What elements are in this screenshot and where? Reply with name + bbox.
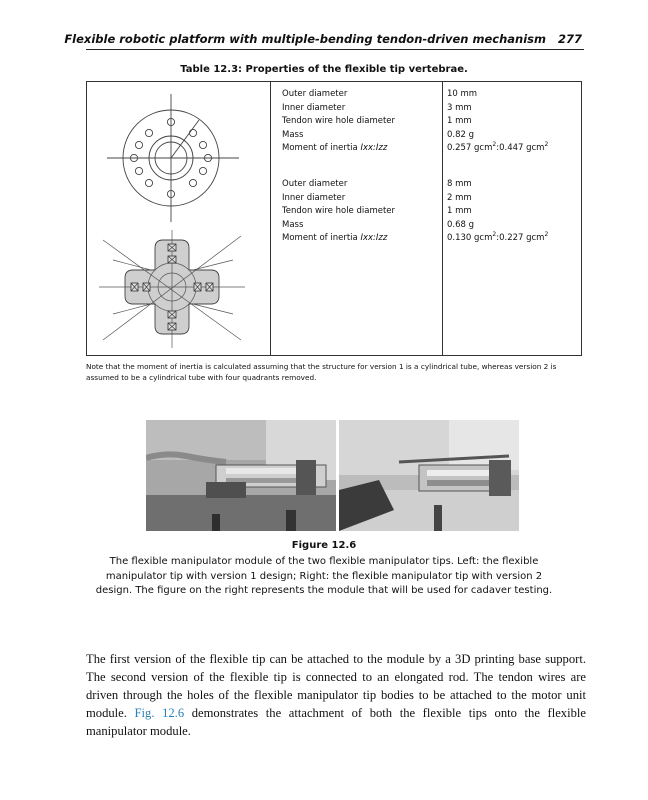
- property-label: Mass: [282, 219, 304, 230]
- photo-right-version-2: [339, 420, 519, 531]
- table-row: [282, 205, 582, 219]
- body-text-end: demonstrates the attachment of both the flexible tips onto the flexible manipulator module.: [86, 706, 586, 738]
- table-row: [282, 115, 582, 129]
- figure-label: Figure 12.6: [291, 540, 357, 551]
- manipulator-photo-right-icon: [339, 420, 519, 531]
- figure-caption: The flexible manipulator module of the two flexible manipulator tips. Left: the flexible manipulator tip with version 1 design; Right: the flexible manipulator tip with version 2 design. The figure on the right represents the module that will be used for cadaver testing.: [95, 556, 553, 596]
- inertia-symbol: Ixx:Izz: [360, 143, 388, 153]
- property-label: Tendon wire hole diameter: [282, 206, 396, 216]
- inertia-ixx: 0.130 gcm: [447, 233, 493, 243]
- superscript: 2: [492, 141, 497, 149]
- running-title: Flexible robotic platform with multiple-bending tendon-driven mechanism: [64, 32, 546, 46]
- running-head: [64, 31, 584, 50]
- property-label: [282, 232, 387, 246]
- superscript: 2: [492, 231, 497, 239]
- photo-left-version-1: [146, 420, 336, 531]
- property-value: 1 mm: [447, 116, 472, 126]
- property-value: 8 mm: [447, 179, 472, 189]
- table-caption: Table 12.3: Properties of the flexible tip vertebrae.: [180, 64, 468, 75]
- table-row: [282, 142, 582, 156]
- property-label: Inner diameter: [282, 192, 346, 203]
- inertia-ixx: 0.257 gcm: [447, 143, 493, 153]
- property-value: [447, 232, 548, 246]
- table-row: [282, 192, 582, 206]
- table-row: [282, 178, 582, 192]
- property-label: Mass: [282, 129, 304, 140]
- properties-table: [86, 81, 582, 356]
- property-value: 10 mm: [447, 89, 478, 99]
- property-value: 0.82 g: [447, 129, 475, 140]
- table-row: [282, 102, 582, 116]
- property-value: 2 mm: [447, 192, 472, 203]
- figure-link[interactable]: Fig. 12.6: [134, 706, 185, 720]
- vertebra-v2-drawing-icon: [93, 230, 253, 350]
- table-row: [282, 232, 582, 246]
- inertia-label: Moment of inertia: [282, 233, 361, 243]
- body-paragraph: [86, 650, 586, 740]
- property-label: Tendon wire hole diameter: [282, 116, 396, 126]
- inertia-izz: :0.227 gcm: [496, 233, 545, 243]
- page-number: 277: [557, 32, 582, 46]
- superscript: 2: [544, 141, 549, 149]
- version-1-properties: [282, 88, 582, 156]
- manipulator-photo-left-icon: [146, 420, 336, 531]
- property-label: Outer diameter: [282, 89, 348, 99]
- inertia-izz: :0.447 gcm: [496, 143, 545, 153]
- table-row: [282, 88, 582, 102]
- property-value: [447, 142, 548, 156]
- vertebra-v1-drawing-icon: [99, 90, 249, 225]
- inertia-symbol: Ixx:Izz: [360, 233, 388, 243]
- property-label: [282, 142, 387, 156]
- table-row: [282, 129, 582, 143]
- table-note: Note that the moment of inertia is calculated assuming that the structure for version 1 is a cylindrical tube, whereas version 2 is assumed to be a cylindrical tube with four quadrants removed.: [86, 362, 557, 382]
- property-value: 0.68 g: [447, 219, 475, 230]
- version-2-properties: [282, 178, 582, 246]
- table-divider: [270, 82, 271, 355]
- body-text-start: The first version of the flexible tip can be attached to the module by a 3D printing base support. The second version of the flexible tip is connected to an elongated rod. The tendon wires are driven through the holes of the flexible manipulator tip bodies to be attached to the motor unit module.: [86, 652, 586, 720]
- property-value: 3 mm: [447, 102, 472, 113]
- table-row: [282, 219, 582, 233]
- property-label: Outer diameter: [282, 179, 348, 189]
- property-value: 1 mm: [447, 206, 472, 216]
- inertia-label: Moment of inertia: [282, 143, 361, 153]
- property-label: Inner diameter: [282, 102, 346, 113]
- superscript: 2: [544, 231, 549, 239]
